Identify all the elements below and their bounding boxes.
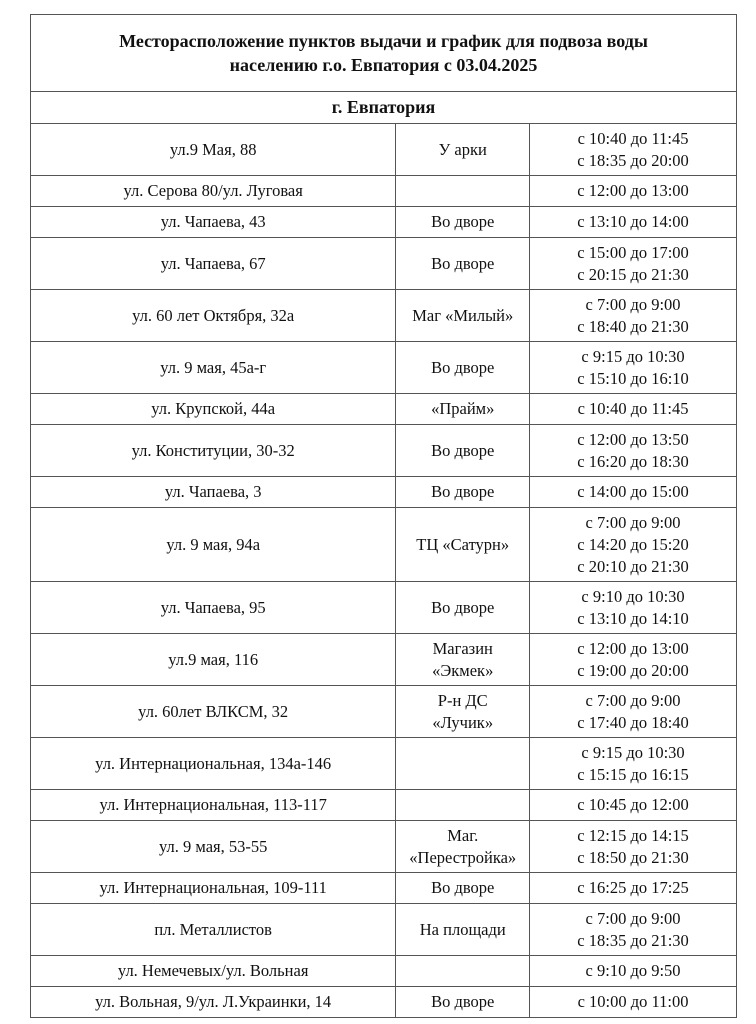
time-cell bbox=[530, 790, 737, 821]
time-slot: с 16:20 до 18:30 bbox=[577, 451, 689, 471]
time-slot: с 12:00 до 13:50 bbox=[577, 429, 689, 449]
place-cell bbox=[396, 873, 530, 904]
time-slot: с 10:45 до 12:00 bbox=[577, 795, 689, 814]
place-line: «Экмек» bbox=[432, 660, 494, 680]
time-cell bbox=[530, 124, 737, 176]
address-cell: ул. Конституции, 30-32 bbox=[31, 425, 396, 477]
time-cell bbox=[530, 290, 737, 342]
place-line: У арки bbox=[438, 139, 487, 159]
place-line: Р-н ДС bbox=[437, 690, 488, 710]
time-slot: с 7:00 до 9:00 bbox=[585, 908, 681, 928]
table-row bbox=[31, 956, 737, 987]
time-slot: с 7:00 до 9:00 bbox=[585, 294, 681, 314]
time-slot: с 18:50 до 21:30 bbox=[577, 847, 689, 867]
table-row bbox=[31, 873, 737, 904]
table-row bbox=[31, 477, 737, 508]
time-cell bbox=[530, 873, 737, 904]
place-cell bbox=[396, 956, 530, 987]
place-cell bbox=[396, 176, 530, 207]
address-cell: ул. 9 мая, 53-55 bbox=[31, 821, 396, 873]
time-slot: с 20:15 до 21:30 bbox=[577, 264, 689, 284]
table-row bbox=[31, 176, 737, 207]
place-line: Во дворе bbox=[431, 482, 495, 501]
time-slot: с 10:40 до 11:45 bbox=[577, 399, 689, 418]
time-slot: с 9:10 до 9:50 bbox=[585, 961, 681, 980]
address-cell: ул. 60 лет Октября, 32а bbox=[31, 290, 396, 342]
time-slot: с 17:40 до 18:40 bbox=[577, 712, 689, 732]
time-cell bbox=[530, 394, 737, 425]
address-cell: ул. Вольная, 9/ул. Л.Украинки, 14 bbox=[31, 987, 396, 1018]
city-name: г. Евпатория bbox=[331, 97, 436, 117]
place-cell bbox=[396, 290, 530, 342]
time-cell bbox=[530, 686, 737, 738]
time-cell bbox=[530, 508, 737, 582]
place-cell bbox=[396, 342, 530, 394]
place-line: На площади bbox=[419, 919, 506, 939]
time-slot: с 20:10 до 21:30 bbox=[577, 556, 689, 576]
time-cell bbox=[530, 956, 737, 987]
time-slot: с 18:35 до 21:30 bbox=[577, 930, 689, 950]
address-cell: ул. 60лет ВЛКСМ, 32 bbox=[31, 686, 396, 738]
place-line: Маг «Милый» bbox=[412, 305, 514, 325]
address-cell: ул. 9 мая, 94а bbox=[31, 508, 396, 582]
time-slot: с 15:15 до 16:15 bbox=[577, 764, 689, 784]
address-cell: пл. Металлистов bbox=[31, 904, 396, 956]
time-slot: с 18:35 до 20:00 bbox=[577, 150, 689, 170]
place-line: Во дворе bbox=[431, 440, 495, 460]
table-row bbox=[31, 207, 737, 238]
place-cell bbox=[396, 686, 530, 738]
time-cell bbox=[530, 342, 737, 394]
schedule-table-body bbox=[31, 124, 737, 1018]
place-line: Во дворе bbox=[431, 992, 495, 1011]
address-cell: ул. Интернациональная, 113-117 bbox=[31, 790, 396, 821]
place-line: «Перестройка» bbox=[409, 847, 517, 867]
table-row bbox=[31, 342, 737, 394]
address-cell: ул.9 мая, 116 bbox=[31, 634, 396, 686]
title-box bbox=[30, 14, 737, 91]
table-row bbox=[31, 686, 737, 738]
city-heading bbox=[30, 91, 737, 123]
address-cell: ул. Немечевых/ул. Вольная bbox=[31, 956, 396, 987]
time-cell bbox=[530, 634, 737, 686]
table-row bbox=[31, 425, 737, 477]
time-cell bbox=[530, 821, 737, 873]
address-cell: ул. Серова 80/ул. Луговая bbox=[31, 176, 396, 207]
place-line: Во дворе bbox=[431, 878, 495, 897]
place-cell bbox=[396, 634, 530, 686]
title-line-1: Месторасположение пунктов выдачи и график для подвоза воды bbox=[119, 31, 648, 51]
time-slot: с 7:00 до 9:00 bbox=[585, 512, 681, 532]
table-row bbox=[31, 508, 737, 582]
time-slot: с 15:10 до 16:10 bbox=[577, 368, 689, 388]
time-cell bbox=[530, 238, 737, 290]
time-slot: с 19:00 до 20:00 bbox=[577, 660, 689, 680]
place-line: Во дворе bbox=[431, 357, 495, 377]
table-row bbox=[31, 238, 737, 290]
address-cell: ул. 9 мая, 45а-г bbox=[31, 342, 396, 394]
place-cell bbox=[396, 904, 530, 956]
water-schedule-document bbox=[30, 14, 737, 1018]
place-line: «Лучик» bbox=[432, 712, 494, 732]
time-slot: с 12:00 до 13:00 bbox=[577, 638, 689, 658]
time-slot: с 12:00 до 13:00 bbox=[577, 181, 689, 200]
time-slot: с 14:20 до 15:20 bbox=[577, 534, 689, 554]
place-cell bbox=[396, 394, 530, 425]
time-cell bbox=[530, 477, 737, 508]
time-slot: с 13:10 до 14:00 bbox=[577, 212, 689, 231]
table-row bbox=[31, 821, 737, 873]
place-cell bbox=[396, 124, 530, 176]
place-cell bbox=[396, 738, 530, 790]
document-title bbox=[119, 29, 648, 77]
time-slot: с 13:10 до 14:10 bbox=[577, 608, 689, 628]
place-line: Во дворе bbox=[431, 597, 495, 617]
place-line: «Прайм» bbox=[431, 399, 495, 418]
time-slot: с 14:00 до 15:00 bbox=[577, 482, 689, 501]
place-cell bbox=[396, 582, 530, 634]
address-cell: ул. Чапаева, 43 bbox=[31, 207, 396, 238]
schedule-table bbox=[30, 123, 737, 1018]
time-slot: с 18:40 до 21:30 bbox=[577, 316, 689, 336]
time-slot: с 12:15 до 14:15 bbox=[577, 825, 689, 845]
table-row bbox=[31, 394, 737, 425]
place-cell bbox=[396, 238, 530, 290]
time-cell bbox=[530, 987, 737, 1018]
time-slot: с 10:40 до 11:45 bbox=[577, 128, 689, 148]
time-slot: с 7:00 до 9:00 bbox=[585, 690, 681, 710]
table-row bbox=[31, 738, 737, 790]
address-cell: ул. Интернациональная, 109-111 bbox=[31, 873, 396, 904]
table-row bbox=[31, 124, 737, 176]
time-slot: с 16:25 до 17:25 bbox=[577, 878, 689, 897]
table-row bbox=[31, 790, 737, 821]
time-slot: с 15:00 до 17:00 bbox=[577, 242, 689, 262]
place-cell bbox=[396, 821, 530, 873]
place-cell bbox=[396, 508, 530, 582]
address-cell: ул. Крупской, 44а bbox=[31, 394, 396, 425]
time-cell bbox=[530, 176, 737, 207]
place-line: Маг. bbox=[447, 825, 479, 845]
table-row bbox=[31, 904, 737, 956]
place-line: ТЦ «Сатурн» bbox=[416, 534, 510, 554]
table-row bbox=[31, 634, 737, 686]
address-cell: ул. Интернациональная, 134а-146 bbox=[31, 738, 396, 790]
time-slot: с 9:10 до 10:30 bbox=[581, 586, 685, 606]
time-cell bbox=[530, 582, 737, 634]
place-line: Во дворе bbox=[431, 253, 495, 273]
place-cell bbox=[396, 477, 530, 508]
address-cell: ул. Чапаева, 3 bbox=[31, 477, 396, 508]
table-row bbox=[31, 987, 737, 1018]
time-slot: с 10:00 до 11:00 bbox=[577, 992, 689, 1011]
time-cell bbox=[530, 904, 737, 956]
table-row bbox=[31, 582, 737, 634]
place-cell bbox=[396, 790, 530, 821]
time-cell bbox=[530, 207, 737, 238]
address-cell: ул.9 Мая, 88 bbox=[31, 124, 396, 176]
time-cell bbox=[530, 425, 737, 477]
time-cell bbox=[530, 738, 737, 790]
address-cell: ул. Чапаева, 95 bbox=[31, 582, 396, 634]
table-row bbox=[31, 290, 737, 342]
place-line: Во дворе bbox=[431, 212, 495, 231]
place-cell bbox=[396, 425, 530, 477]
time-slot: с 9:15 до 10:30 bbox=[581, 346, 685, 366]
address-cell: ул. Чапаева, 67 bbox=[31, 238, 396, 290]
time-slot: с 9:15 до 10:30 bbox=[581, 742, 685, 762]
place-line: Магазин bbox=[432, 638, 493, 658]
place-cell bbox=[396, 987, 530, 1018]
place-cell bbox=[396, 207, 530, 238]
title-line-2: населению г.о. Евпатория с 03.04.2025 bbox=[229, 55, 538, 75]
